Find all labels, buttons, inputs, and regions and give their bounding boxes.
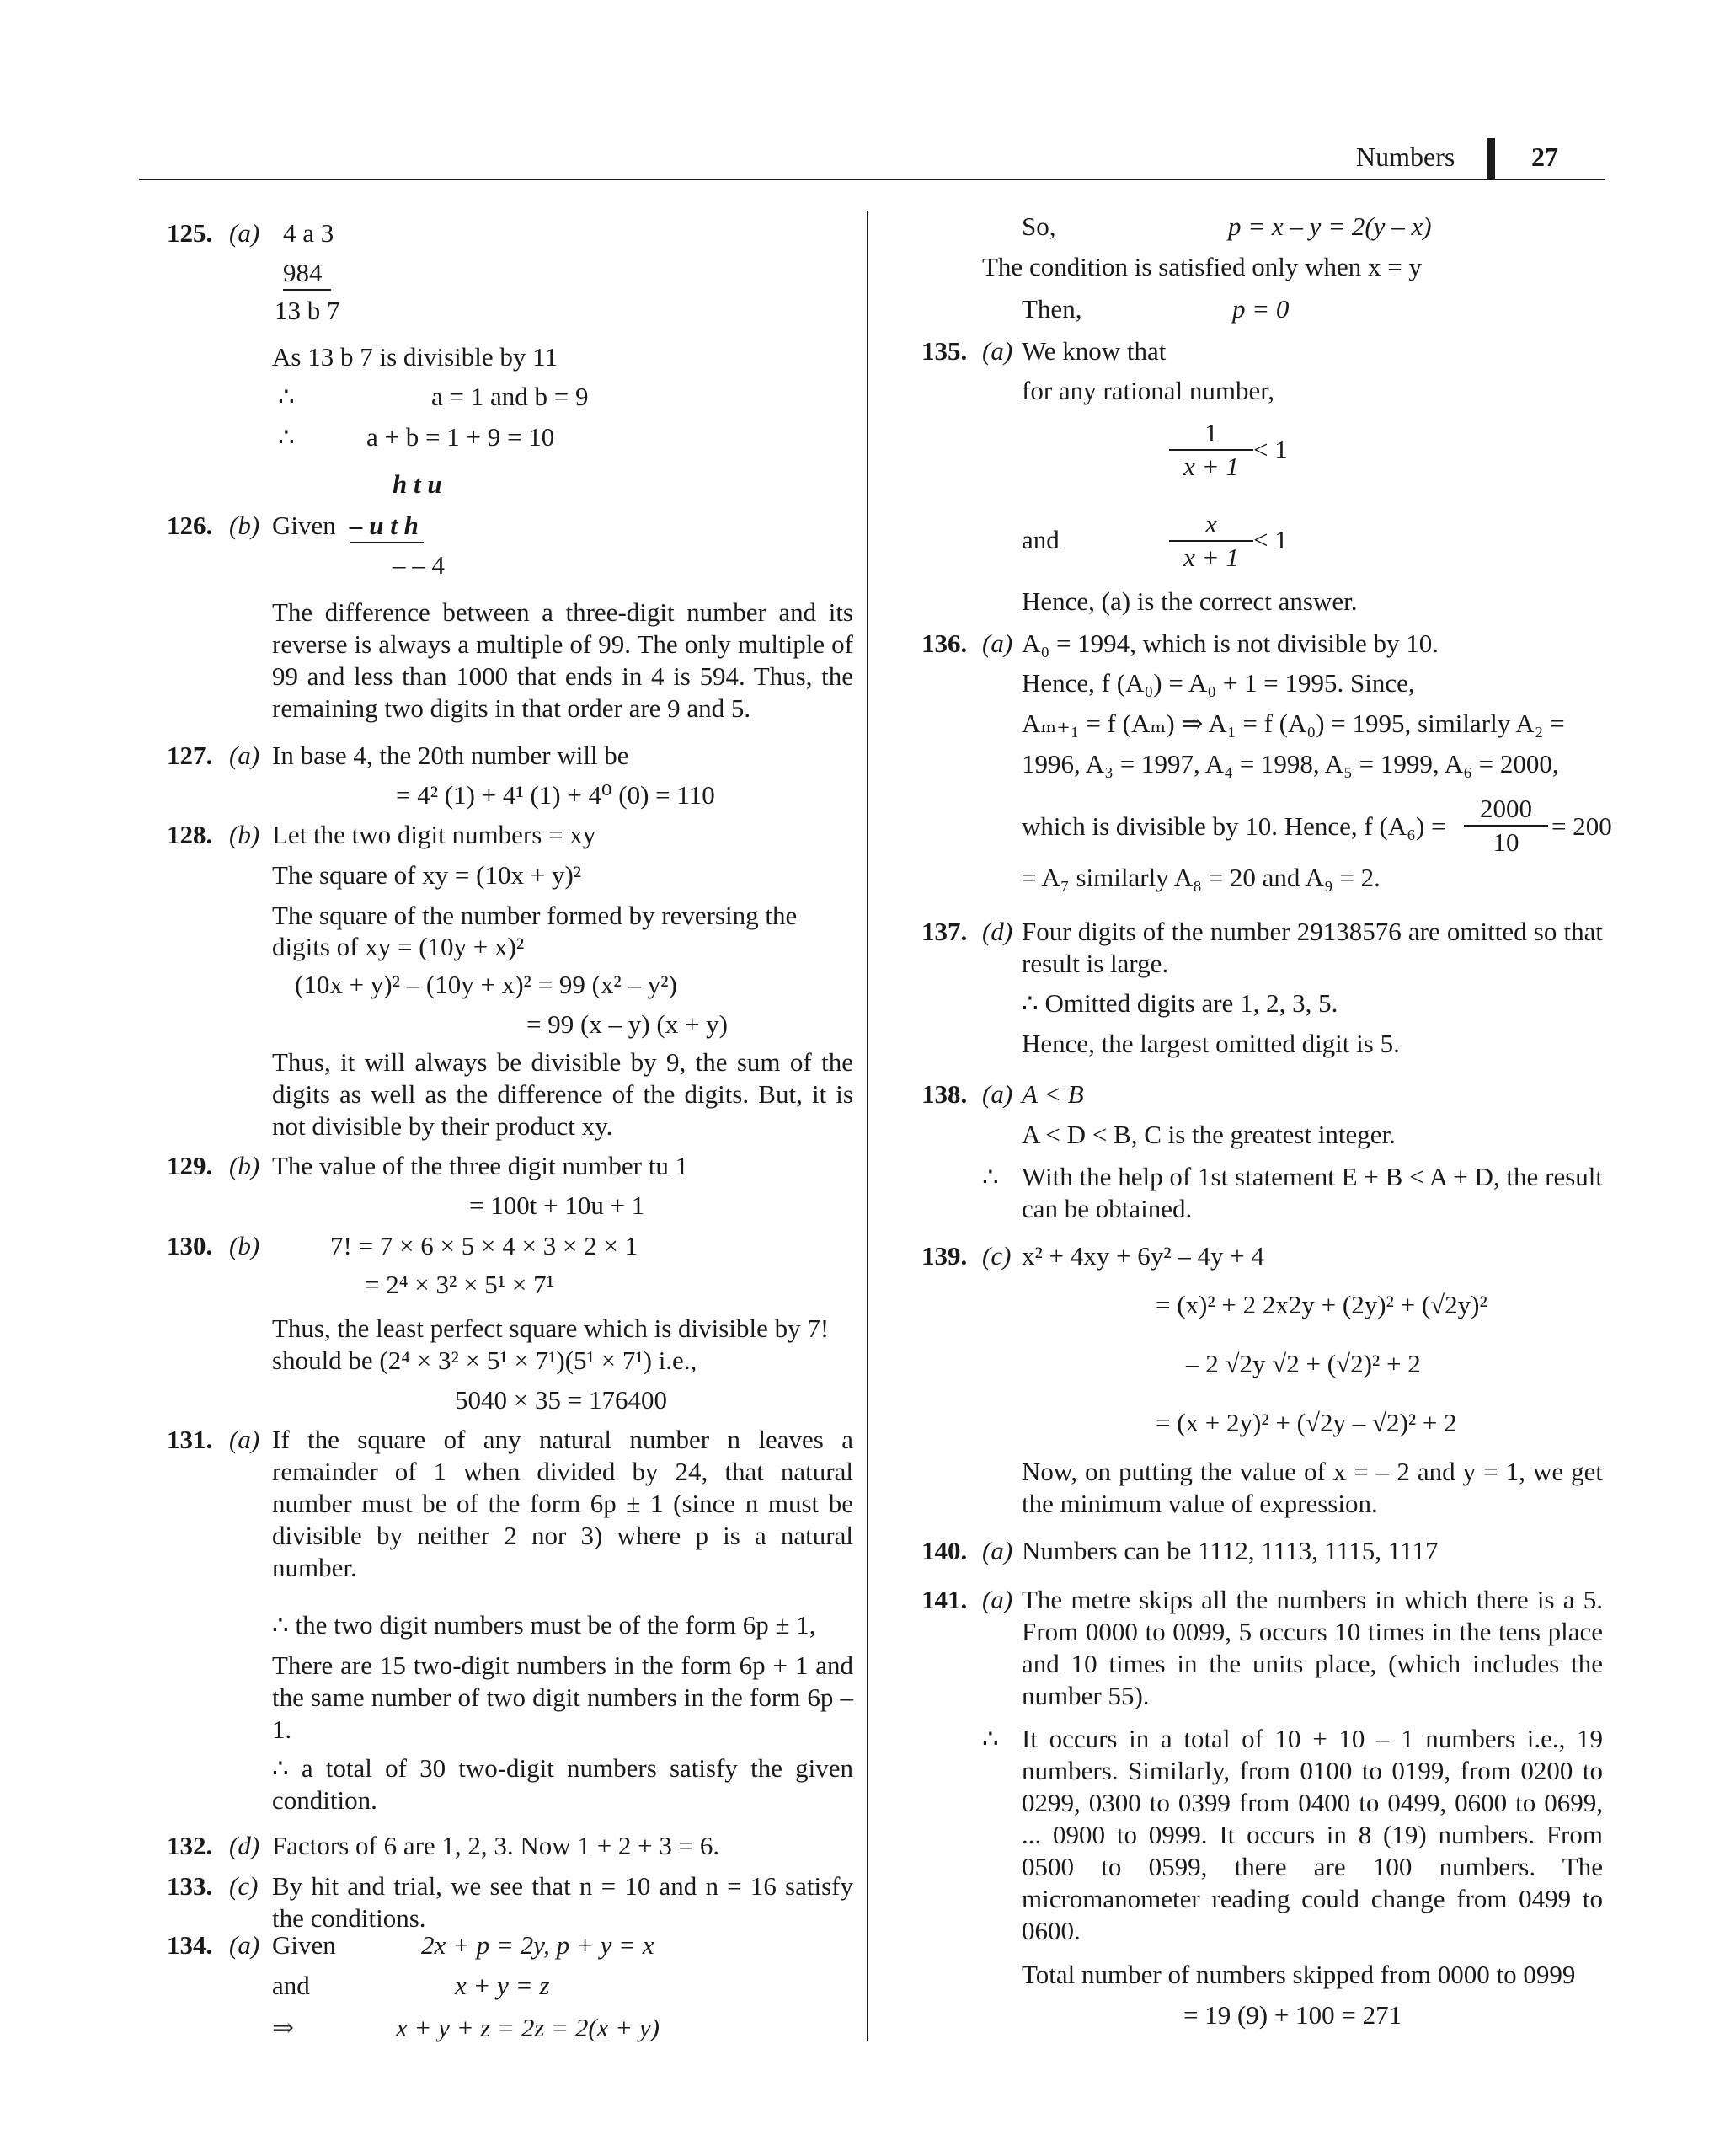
and-label: and <box>1022 525 1060 554</box>
then-label: Then, <box>1022 294 1082 324</box>
denominator: 10 <box>1493 827 1519 857</box>
text-line: Let the two digit numbers = xy <box>272 820 596 849</box>
equation: = 2⁴ × 3² × 5¹ × 7¹ <box>365 1270 554 1299</box>
question-number: 130. <box>167 1231 213 1260</box>
question-number: 131. <box>167 1425 213 1454</box>
text-line: Hence, (a) is the correct answer. <box>1022 586 1358 616</box>
therefore-symbol: ∴ <box>982 1162 999 1191</box>
text-line: We know that <box>1022 336 1167 366</box>
question-number: 134. <box>167 1930 213 1960</box>
equation: = (x + 2y)² + (√2y – √2)² + 2 <box>1156 1408 1457 1437</box>
denominator: x + 1 <box>1183 452 1239 481</box>
numerator: 1 <box>1169 417 1253 451</box>
question-number: 135. <box>921 336 968 366</box>
text-line: ∴ Omitted digits are 1, 2, 3, 5. <box>1022 988 1338 1018</box>
and-label: and <box>272 1971 310 2000</box>
text-line: The condition is satisfied only when x = y <box>982 252 1423 281</box>
text-line: As 13 b 7 is divisible by 11 <box>272 342 558 372</box>
fraction <box>1169 508 1253 574</box>
equation: = (x)² + 2 2x2y + (2y)² + (√2y)² <box>1156 1290 1487 1319</box>
text-line: Total number of numbers skipped from 0000 to 0999 <box>1022 1960 1576 1989</box>
answer-option: (a) <box>229 218 260 248</box>
question-number: 139. <box>921 1241 968 1271</box>
text-line: A < D < B, C is the greatest integer. <box>1022 1120 1396 1149</box>
digit-result: – – 4 <box>393 550 445 580</box>
question-number: 140. <box>921 1536 968 1565</box>
answer-option: (a) <box>982 336 1013 366</box>
question-number: 128. <box>167 820 213 849</box>
text-line: for any rational number, <box>1022 376 1275 405</box>
equation: a + b = 1 + 9 = 10 <box>366 422 555 452</box>
text-line: A₀ = 1994, which is not divisible by 10. <box>1022 629 1439 658</box>
answer-option: (b) <box>229 820 260 849</box>
given-label: Given <box>272 511 336 540</box>
answer-option: (a) <box>982 1079 1013 1109</box>
answer-option: (a) <box>982 629 1013 658</box>
answer-option: (d) <box>229 1831 260 1860</box>
text-line: The value of the three digit number tu 1 <box>272 1151 689 1180</box>
text-line: which is divisible by 10. Hence, f (A₆) = <box>1022 811 1446 841</box>
paragraph: The difference between a three-digit number and its reverse is always a multiple of 99. The only multiple of 99 and less than 1000 that ends in 4 is 594. Thus, the remaining two digits in that order are 9 and 5. <box>272 597 853 723</box>
relation: < 1 <box>1253 525 1288 554</box>
answer-option: (d) <box>982 917 1013 946</box>
text-line: In base 4, the 20th number will be <box>272 741 629 770</box>
paragraph: The metre skips all the numbers in which there is a 5. From 0000 to 0099, 5 occurs 10 times in the tens place and 10 times in the units place, (which includes the number 55). <box>1022 1585 1603 1710</box>
answer-option: (c) <box>982 1241 1012 1271</box>
fraction <box>1464 793 1548 859</box>
text-line: digits of xy = (10y + x)² <box>272 932 525 961</box>
equation: = 200 <box>1551 811 1612 841</box>
addition-row-1: 4 a 3 <box>283 218 334 248</box>
paragraph: Four digits of the number 29138576 are omitted so that result is large. <box>1022 917 1603 978</box>
question-number: 127. <box>167 741 213 770</box>
text-line: Hence, the largest omitted digit is 5. <box>1022 1029 1400 1058</box>
question-number: 138. <box>921 1079 968 1109</box>
answer-option: (a) <box>982 1585 1013 1614</box>
section-title: Numbers <box>1356 142 1455 172</box>
text-line: A < B <box>1022 1079 1084 1109</box>
question-number: 132. <box>167 1831 213 1860</box>
therefore-symbol: ∴ <box>982 1724 999 1753</box>
equation: a = 1 and b = 9 <box>431 382 589 411</box>
equation: – 2 √2y √2 + (√2)² + 2 <box>1186 1349 1421 1378</box>
text-line: 1996, A₃ = 1997, A₄ = 1998, A₅ = 1999, A₆ = 2000, <box>1022 749 1559 778</box>
equation: x² + 4xy + 6y² – 4y + 4 <box>1022 1241 1265 1271</box>
answer-option: (a) <box>982 1536 1013 1565</box>
answer-option: (a) <box>229 1425 260 1454</box>
numerator: x <box>1169 508 1253 542</box>
question-number: 133. <box>167 1871 213 1901</box>
answer-option: (a) <box>229 741 260 770</box>
equation: x + y + z = 2z = 2(x + y) <box>396 2013 660 2042</box>
text-line: Hence, f (A₀) = A₀ + 1 = 1995. Since, <box>1022 668 1415 698</box>
equation: 5040 × 35 = 176400 <box>455 1385 667 1415</box>
question-number: 125. <box>167 218 213 248</box>
equation: (10x + y)² – (10y + x)² = 99 (x² – y²) <box>295 970 677 999</box>
paragraph: It occurs in a total of 10 + 10 – 1 numbers i.e., 19 numbers. Similarly, from 0100 to 0199, from 0200 to 0299, 0300 to 0399 from 0400 to 0499, 0600 to 0699, ... 0900 to 0999. It occurs in 8 (19) numbers. From 0500 to 0599, there are 100 numbers. The micromanometer reading could change from 0499 to 0600. <box>1022 1724 1603 1945</box>
equation: = 100t + 10u + 1 <box>469 1190 645 1220</box>
numerator: 2000 <box>1464 793 1548 827</box>
equation: p = 0 <box>1232 294 1290 324</box>
column-divider <box>867 211 868 2041</box>
paragraph: Now, on putting the value of x = – 2 and y = 1, we get the minimum value of expression. <box>1022 1457 1603 1518</box>
text-line: The square of the number formed by reversing the <box>272 901 798 930</box>
therefore-symbol: ∴ <box>278 422 295 452</box>
text-line: Aₘ₊₁ = f (Aₘ) ⇒ A₁ = f (A₀) = 1995, similarly A₂ = <box>1022 709 1565 738</box>
therefore-symbol: ∴ <box>278 382 295 411</box>
paragraph: If the square of any natural number n leaves a remainder of 1 when divided by 24, that natural number must be of the form 6p ± 1 (since n must be divisible by neither 2 nor 3) where p is a natural number. <box>272 1425 853 1582</box>
question-number: 141. <box>921 1585 968 1614</box>
fraction <box>1169 417 1253 483</box>
answer-option: (c) <box>229 1871 259 1901</box>
answer-option: (b) <box>229 1151 260 1180</box>
question-number: 126. <box>167 511 213 540</box>
text-line: Thus, the least perfect square which is divisible by 7! <box>272 1313 830 1343</box>
paragraph: By hit and trial, we see that n = 10 and n = 16 satisfy the conditions. <box>272 1871 853 1933</box>
text-line: Numbers can be 1112, 1113, 1115, 1117 <box>1022 1536 1439 1565</box>
implies-symbol: ⇒ <box>272 2013 294 2042</box>
equation: x + y = z <box>455 1971 550 2000</box>
text-line: should be (2⁴ × 3² × 5¹ × 7¹)(5¹ × 7¹) i.e., <box>272 1345 697 1375</box>
question-number: 137. <box>921 917 968 946</box>
digit-row: – u t h <box>350 510 424 543</box>
header-rule <box>139 179 1605 180</box>
question-number: 129. <box>167 1151 213 1180</box>
so-label: So, <box>1022 211 1056 241</box>
text-line: = A₇ similarly A₈ = 20 and A₉ = 2. <box>1022 863 1381 892</box>
question-number: 136. <box>921 629 968 658</box>
equation: p = x – y = 2(y – x) <box>1228 211 1432 241</box>
addition-row-3: 13 b 7 <box>275 296 340 325</box>
text-line: ∴ the two digit numbers must be of the form 6p ± 1, <box>272 1610 816 1640</box>
equation: = 4² (1) + 4¹ (1) + 4⁰ (0) = 110 <box>396 780 715 810</box>
addition-row-2: 984 <box>283 257 331 291</box>
answer-option: (b) <box>229 511 260 540</box>
answer-option: (b) <box>229 1231 260 1260</box>
equation: = 99 (x – y) (x + y) <box>526 1009 729 1039</box>
page-number: 27 <box>1531 142 1558 172</box>
paragraph: ∴ a total of 30 two-digit numbers satisfy the given condition. <box>272 1753 853 1815</box>
relation: < 1 <box>1253 435 1288 464</box>
text-line: The square of xy = (10x + y)² <box>272 860 582 890</box>
digit-header: h t u <box>393 469 442 499</box>
denominator: x + 1 <box>1183 543 1239 572</box>
equation: 7! = 7 × 6 × 5 × 4 × 3 × 2 × 1 <box>330 1231 638 1260</box>
paragraph: There are 15 two-digit numbers in the form 6p + 1 and the same number of two digit numbers in the form 6p – 1. <box>272 1650 853 1744</box>
answer-option: (a) <box>229 1930 260 1960</box>
equation: = 19 (9) + 100 = 271 <box>1183 2000 1402 2030</box>
text-line: Factors of 6 are 1, 2, 3. Now 1 + 2 + 3 = 6. <box>272 1831 720 1860</box>
paragraph: Thus, it will always be divisible by 9, the sum of the digits as well as the difference of the digits. But, it is not divisible by their product xy. <box>272 1047 853 1141</box>
paragraph: With the help of 1st statement E + B < A + D, the result can be obtained. <box>1022 1162 1603 1223</box>
header-bar <box>1487 138 1495 180</box>
equation: 2x + p = 2y, p + y = x <box>421 1930 654 1960</box>
given-label: Given <box>272 1930 336 1960</box>
